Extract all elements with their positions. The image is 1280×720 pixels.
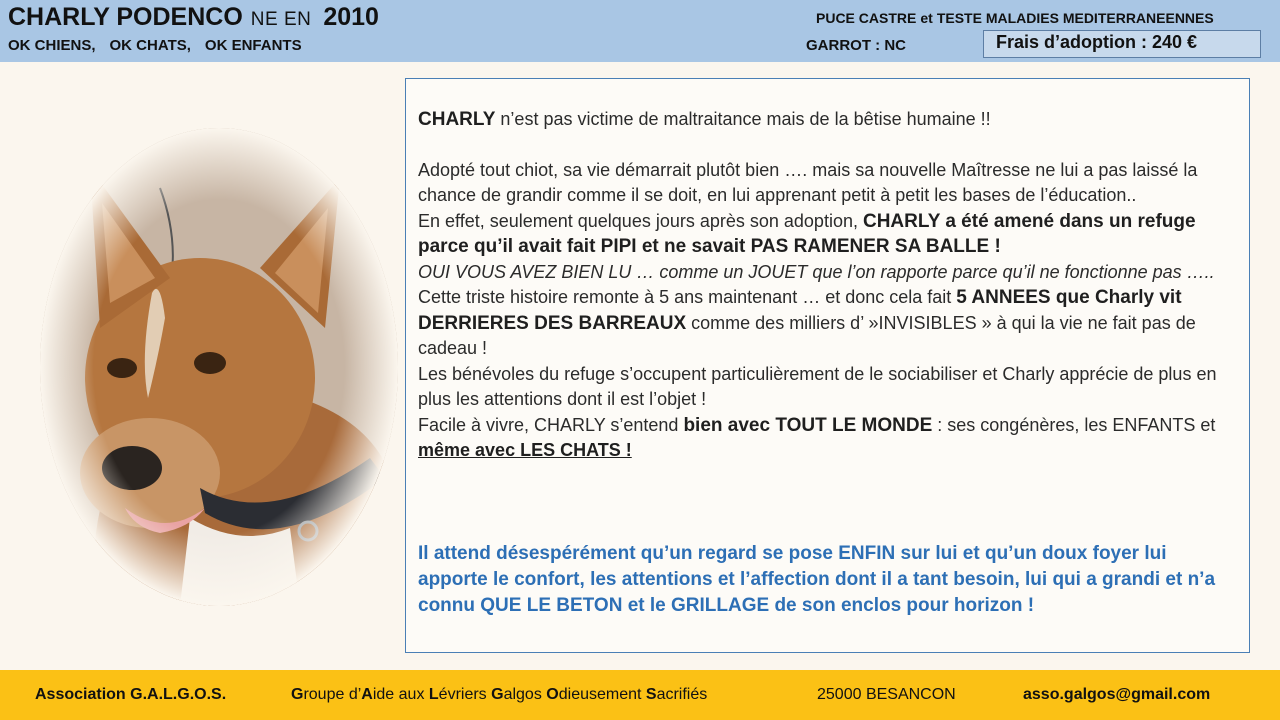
adoption-fee-box (983, 30, 1261, 58)
adoption-fee: Frais d’adoption : 240 € (996, 32, 1198, 52)
dog-photo (40, 128, 398, 606)
association-name: Association G.A.L.G.O.S. (35, 686, 227, 703)
health-et: et (920, 10, 933, 26)
story-years: Cette triste histoire remonte à 5 ans maintenant … et donc cela fait 5 ANNEES que Charly vit DERRIERES DES BARREAUX comme des milliers d’ »INVISIBLES » à qui la vie ne fait pas de cadeau ! (418, 287, 1196, 358)
story-sociable: Facile à vivre, CHARLY s’entend bien avec TOUT LE MONDE : ses congénères, les ENFANTS et même avec LES CHATS ! (418, 414, 1216, 460)
ok-dogs: OK CHIENS, (8, 37, 96, 54)
birth-year: 2010 (323, 3, 379, 31)
born-label: NE EN (250, 9, 312, 30)
contact-email[interactable]: asso.galgos@gmail.com (1023, 686, 1211, 703)
adoption-appeal: Il attend désespérément qu’un regard se pose ENFIN sur lui et qu’un doux foyer lui apporte le confort, les attentions et l’affection dont il a tant besoin, lui qui a grandi et n’a connu QUE LE BETON et le GRILLAGE de son enclos pour horizon ! (418, 543, 1216, 616)
story-adoption: Adopté tout chiot, sa vie démarrait plutôt bien …. mais sa nouvelle Maîtresse ne lui a pas laissé la chance de grandir comme il se doit, en lui apprenant petit à petit les bases de l’éducation.. (418, 159, 1198, 205)
story-text (418, 107, 1233, 464)
story-refuge: En effet, seulement quelques jours après son adoption, CHARLY a été amené dans un refuge parce qu’il avait fait PIPI et ne savait PAS RAMENER SA BALLE ! (418, 210, 1196, 257)
story-volunteers: Les bénévoles du refuge s’occupent particulièrement de le sociabiliser et Charly apprécie de plus en plus les attentions dont il est l’objet ! (418, 363, 1217, 409)
association-city: 25000 BESANCON (817, 686, 956, 703)
ok-cats: OK CHATS, (109, 37, 191, 54)
story-intro: CHARLY n’est pas victime de maltraitance mais de la bêtise humaine !! (418, 109, 991, 130)
garrot-info: GARROT : NC (806, 37, 906, 54)
health-info (816, 10, 1214, 26)
story-name: CHARLY (418, 109, 496, 130)
dog-name: CHARLY PODENCO (8, 3, 243, 31)
dog-title (8, 3, 379, 32)
story-panel (405, 78, 1250, 653)
dog-illustration (40, 128, 398, 606)
footer-banner (0, 670, 1280, 720)
tested-diseases: TESTE MALADIES MEDITERRANEENNES (936, 10, 1214, 26)
group-full-name: Groupe d’Aide aux Lévriers Galgos Odieusement Sacrifiés (291, 686, 708, 703)
chip-neutered: PUCE CASTRE (816, 10, 917, 26)
compatibility-list (8, 37, 316, 54)
story-toy: OUI VOUS AVEZ BIEN LU … comme un JOUET que l’on rapporte parce qu’il ne fonctionne pas ….. (418, 261, 1215, 282)
ok-children: OK ENFANTS (204, 37, 302, 54)
header-banner (0, 0, 1280, 62)
